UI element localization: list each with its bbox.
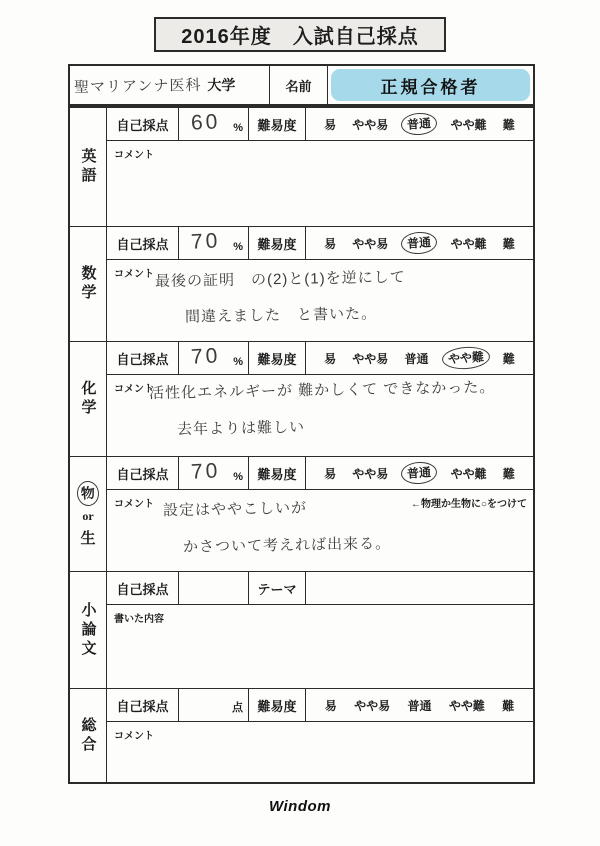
- percent-unit: %: [233, 356, 243, 368]
- score-table: [68, 106, 535, 784]
- self-score-label: 自己採点: [107, 342, 179, 374]
- comment-handwritten: 間違えました と書いた。: [184, 305, 378, 326]
- score-cell: [179, 342, 249, 374]
- difficulty-option: やや難: [450, 466, 487, 481]
- score-value-handwritten: 70: [190, 344, 221, 369]
- subject-label-chemistry: 化学: [70, 342, 107, 456]
- university-name-handwritten: 聖マリアンナ医科: [73, 76, 202, 96]
- row-physics-biology: [70, 456, 533, 571]
- difficulty-option: 普通: [401, 231, 438, 255]
- score-cell: [179, 457, 249, 489]
- row-math: [70, 226, 533, 341]
- difficulty-option: 易: [324, 466, 337, 481]
- score-value-handwritten: 60: [190, 110, 221, 135]
- difficulty-option: 普通: [407, 698, 432, 713]
- comment-label: コメント: [114, 731, 154, 742]
- comment-handwritten: 去年よりは難しい: [176, 418, 306, 439]
- comment-area: [107, 605, 533, 688]
- difficulty-option: やや易: [352, 236, 389, 251]
- difficulty-option: 易: [324, 351, 337, 366]
- subject-label-physics-biology: [70, 457, 107, 571]
- difficulty-label: 難易度: [249, 457, 306, 489]
- comment-area: [107, 260, 533, 341]
- brand-logo: Windom: [268, 798, 332, 815]
- subject-label-math: 数学: [70, 227, 107, 341]
- difficulty-option: 易: [324, 698, 337, 713]
- biology-label: 生: [80, 530, 96, 547]
- self-score-label: 自己採点: [107, 689, 179, 721]
- self-score-label: 自己採点: [107, 457, 179, 489]
- difficulty-label: 難易度: [249, 227, 306, 259]
- score-row: [107, 572, 533, 605]
- difficulty-option: 難: [502, 117, 515, 132]
- self-score-label: 自己採点: [107, 108, 179, 140]
- name-value-cell: [328, 66, 533, 104]
- subject-label-english: 英語: [70, 108, 107, 226]
- difficulty-option: 難: [502, 466, 515, 481]
- difficulty-option: やや難: [450, 117, 487, 132]
- score-row: [107, 227, 533, 260]
- score-row: [107, 342, 533, 375]
- difficulty-option: やや易: [352, 117, 389, 132]
- comment-handwritten: 最後の証明 の(2)と(1)を逆にして: [154, 268, 406, 291]
- comment-label: コメント: [114, 499, 154, 510]
- comment-handwritten: 活性化エネルギーが 難かしくて できなかった。: [148, 378, 496, 403]
- name-label: 名前: [270, 66, 328, 104]
- theme-label: テーマ: [249, 572, 306, 604]
- difficulty-label: 難易度: [249, 689, 306, 721]
- name-value-highlight: 正規合格者: [331, 69, 530, 101]
- comment-area: [107, 490, 533, 571]
- score-value-handwritten: 70: [190, 459, 221, 484]
- comment-handwritten: かさついて考えれば出来る。: [182, 535, 392, 556]
- difficulty-option: やや難: [450, 236, 487, 251]
- physics-selected-circle: 物: [76, 480, 100, 507]
- score-row: [107, 108, 533, 141]
- score-cell: [179, 227, 249, 259]
- score-cell: [179, 572, 249, 604]
- difficulty-options: [306, 108, 533, 140]
- physics-bio-note: ←物理か生物に○をつけて: [410, 499, 527, 510]
- row-english: [70, 108, 533, 226]
- difficulty-label: 難易度: [249, 108, 306, 140]
- score-cell: [179, 689, 249, 721]
- difficulty-option: やや易: [352, 466, 389, 481]
- self-score-label: 自己採点: [107, 572, 179, 604]
- difficulty-option: 難: [502, 351, 515, 366]
- score-cell: [179, 108, 249, 140]
- self-score-label: 自己採点: [107, 227, 179, 259]
- difficulty-option: 易: [324, 117, 337, 132]
- comment-area: [107, 375, 533, 456]
- row-essay: [70, 571, 533, 688]
- percent-unit: %: [233, 241, 243, 253]
- difficulty-options: [306, 342, 533, 374]
- difficulty-option: 普通: [401, 112, 438, 136]
- score-value-handwritten: 70: [190, 229, 221, 254]
- difficulty-option: やや易: [354, 698, 391, 713]
- difficulty-option: 普通: [401, 461, 438, 485]
- subject-label-overall: 総合: [70, 689, 107, 782]
- header-row: [68, 64, 535, 106]
- difficulty-option: 難: [502, 698, 515, 713]
- or-label: or: [82, 508, 94, 523]
- difficulty-options: [306, 689, 533, 721]
- comment-area: [107, 722, 533, 782]
- university-suffix-label: 大学: [207, 77, 236, 93]
- comment-label: コメント: [114, 150, 154, 161]
- row-chemistry: [70, 341, 533, 456]
- written-content-label: 書いた内容: [114, 614, 164, 625]
- difficulty-option: やや難: [448, 698, 485, 713]
- comment-handwritten: 設定はややこしいが: [162, 499, 308, 520]
- comment-label: コメント: [114, 384, 154, 395]
- form-title: [154, 17, 446, 52]
- form-title-text: 2016年度 入試自己採点: [181, 26, 419, 48]
- difficulty-option: やや易: [352, 351, 389, 366]
- difficulty-label: 難易度: [249, 342, 306, 374]
- difficulty-option: 難: [502, 236, 515, 251]
- percent-unit: %: [233, 122, 243, 134]
- difficulty-option: やや難: [441, 345, 490, 370]
- difficulty-options: [306, 227, 533, 259]
- subject-label-essay: 小論文: [70, 572, 107, 688]
- row-overall: [70, 688, 533, 782]
- points-unit: 点: [232, 702, 243, 714]
- difficulty-options: [306, 457, 533, 489]
- comment-area: [107, 141, 533, 226]
- difficulty-option: 易: [324, 236, 337, 251]
- score-row: [107, 689, 533, 722]
- score-row: [107, 457, 533, 490]
- theme-value-cell: [306, 572, 533, 604]
- comment-label: コメント: [114, 269, 154, 280]
- percent-unit: %: [233, 471, 243, 483]
- difficulty-option: 普通: [404, 351, 429, 366]
- university-cell: [70, 66, 270, 104]
